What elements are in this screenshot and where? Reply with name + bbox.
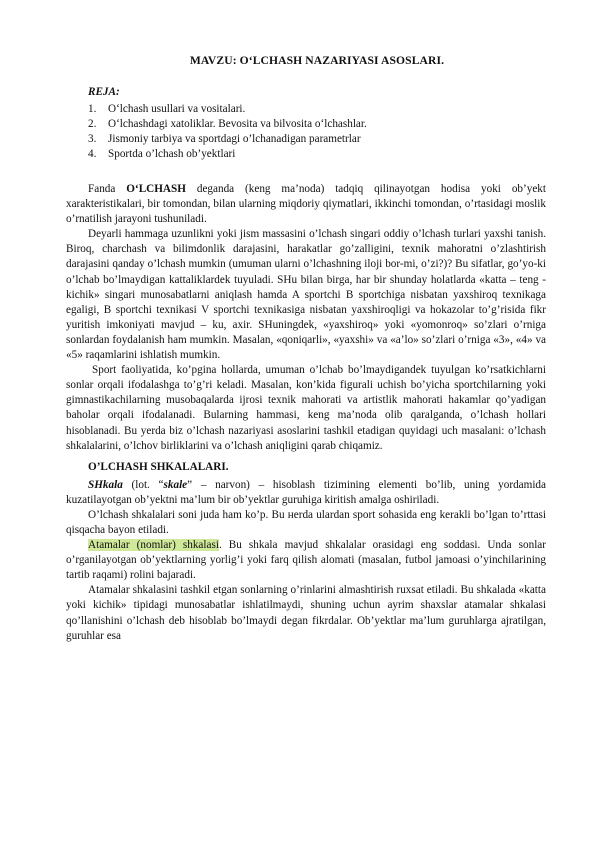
section-heading-scales: O’LCHASH SHKALALARI. (88, 460, 229, 473)
paragraph-scale-count: O’lchash shkalalari soni juda ham ko’p. Bu нerda ulardan sport sohasida eng kerakli bo’lgan to’rttasi qisqacha bayon etiladi. (66, 508, 546, 536)
plan-item-text: O‘lchash usullari va vositalari. (108, 103, 246, 115)
plan-item (88, 132, 546, 147)
plan-item (88, 117, 546, 132)
plan-item-number: 4. (88, 148, 97, 160)
paragraph-sport-activity: Sport faoliyatida, ko’pgina hollarda, umuman o’lchab bo’lmaydigandek tuyulgan ko’rsatkichlarni sonlar orqali ifodalashga to’g’ri keladi. Masalan, kon’kida figurali uchish bo’yicha sportchilarning yoki gimnastikachilarning musobaqalarda ijrosi texnik mahorati va artistlik mahorati hakamlar qo’yadigan baholar orqali ifodalanadi. Bularning hammasi, keng ma’noda olib qaralganda, o’lchash hollari hisoblanadi. Bu yerda biz o’lchash nazariyasi asoslarini tashkil etadigan quyidagi uch masalani: o’lchash shkalalarini, o’lchov birliklarini va o’lchash aniqligini qarab chiqamiz. (66, 364, 546, 452)
plan-item-text: Jismoniy tarbiya va sportdagi o’lchanadigan parametrlar (108, 133, 361, 145)
plan-item-number: 1. (88, 103, 97, 115)
paragraph-scale-definition (66, 478, 546, 508)
paragraph-measurement-types: Deyarli hammaga uzunlikni yoki jism massasini o’lchash singari oddiy o’lchash turlari yaxshi tanish. Biroq, charchash va bilimdonlik darajasini, harakatlar go’zalligini, texnik mahoratni o’zlashtirish darajasini qanday o’lchash mumkin (umuman ularni o’lchashning iloji bor-mi, o’zi?)? Bu sifatlar, go’yo-ki o’lchab bo’lmaydigan kattaliklardek tuyuladi. SHu bilan birga, har bir shunday holatlarda «katta – teng - kichik» singari munosabatlarni aniqlash hamda A sportchi B sportchiga nisbatan yaxshiroq texnikaga egaligi, B sportchi texnikasi V sportchi texnikasiga nisbatan yaxshiroqligi va hokazolar to’g’risida fikr yuritish imkoniyati mavjud – ku, axir. SHuningdek, «yaxshiroq» yoki «yomonroq» so’zlari o’rniga sonlardan foydalanish ham mumkin. Masalan, «qoniqarli», «yaxshi» va «a’lo» so’zlari o’rniga «3», «4» va «5» raqamlarini ishlatish mumkin. (66, 228, 546, 362)
plan-item-number: 2. (88, 118, 97, 130)
paragraph-text: deganda (keng ma’noda) tadqiq qilinayotgan hodisa yoki ob’yekt xarakteristikalari, bir tomondan, bilan ularning miqdoriy qiymatlari, ikkinchi tomondan, o’rtasidagi moslik o’rnatilish jarayoni tushuniladi. (66, 183, 547, 226)
paragraph-text: (lot. “ (122, 478, 164, 491)
paragraph-nominal-scale (66, 538, 546, 583)
plan-item-text: Sportda o’lchash ob’yektlari (108, 148, 236, 160)
paragraph-nominal-scale-rules: Atamalar shkalasini tashkil etgan sonlarning o’rinlarini almashtirish ruxsat etiladi. Bu shkalada «katta yoki kichik» tipidagi munosabatlar ishlatilmaydi, shuning uchun ayrim shaxslar atamalar shkalasi qo’llanishini o’lchash deb hisoblab bo’lmaydi degan fikrdalar. Ob’yektlar ma’lum guruhlarga ajratilgan, guruhlar esa (66, 584, 546, 642)
document-body (66, 182, 546, 644)
document-title: MAVZU: O‘LCHASH NAZARIYASI ASOSLARI. (189, 54, 445, 67)
plan-item (88, 102, 546, 117)
term-olchash: O‘LCHASH (126, 183, 186, 195)
plan-item-text: O‘lchashdagi xatoliklar. Bevosita va bilvosita o‘lchashlar. (108, 118, 367, 130)
plan-list (88, 102, 546, 162)
paragraph-definition (66, 182, 546, 227)
plan-item-number: 3. (88, 133, 97, 145)
highlighted-term-nominal-scale: Atamalar (nomlar) shkalasi (88, 539, 219, 552)
plan-item (88, 147, 546, 162)
paragraph-text: . Bu shkala mavjud shkalalar orasidagi eng soddasi. Unda sonlar o’rganilayotgan ob’yektlarning yorlig’i yoki farq qilish alomati (masalan, futbol jamoasi o’yinchilarining tartib raqami) rolini bajaradi. (66, 539, 546, 582)
paragraph-text: Fanda (88, 183, 127, 195)
term-shkala: SHkala (88, 478, 123, 491)
paragraph-text: ” – narvon) – hisoblash tizimining elementi bo’lib, uning yordamida kuzatilayotgan ob’yektni ma’lum bir ob’yektlar guruhiga kiritish amalga oshiriladi. (66, 478, 546, 506)
term-skale: skale (163, 478, 188, 491)
plan-heading: REJA: (88, 86, 120, 98)
